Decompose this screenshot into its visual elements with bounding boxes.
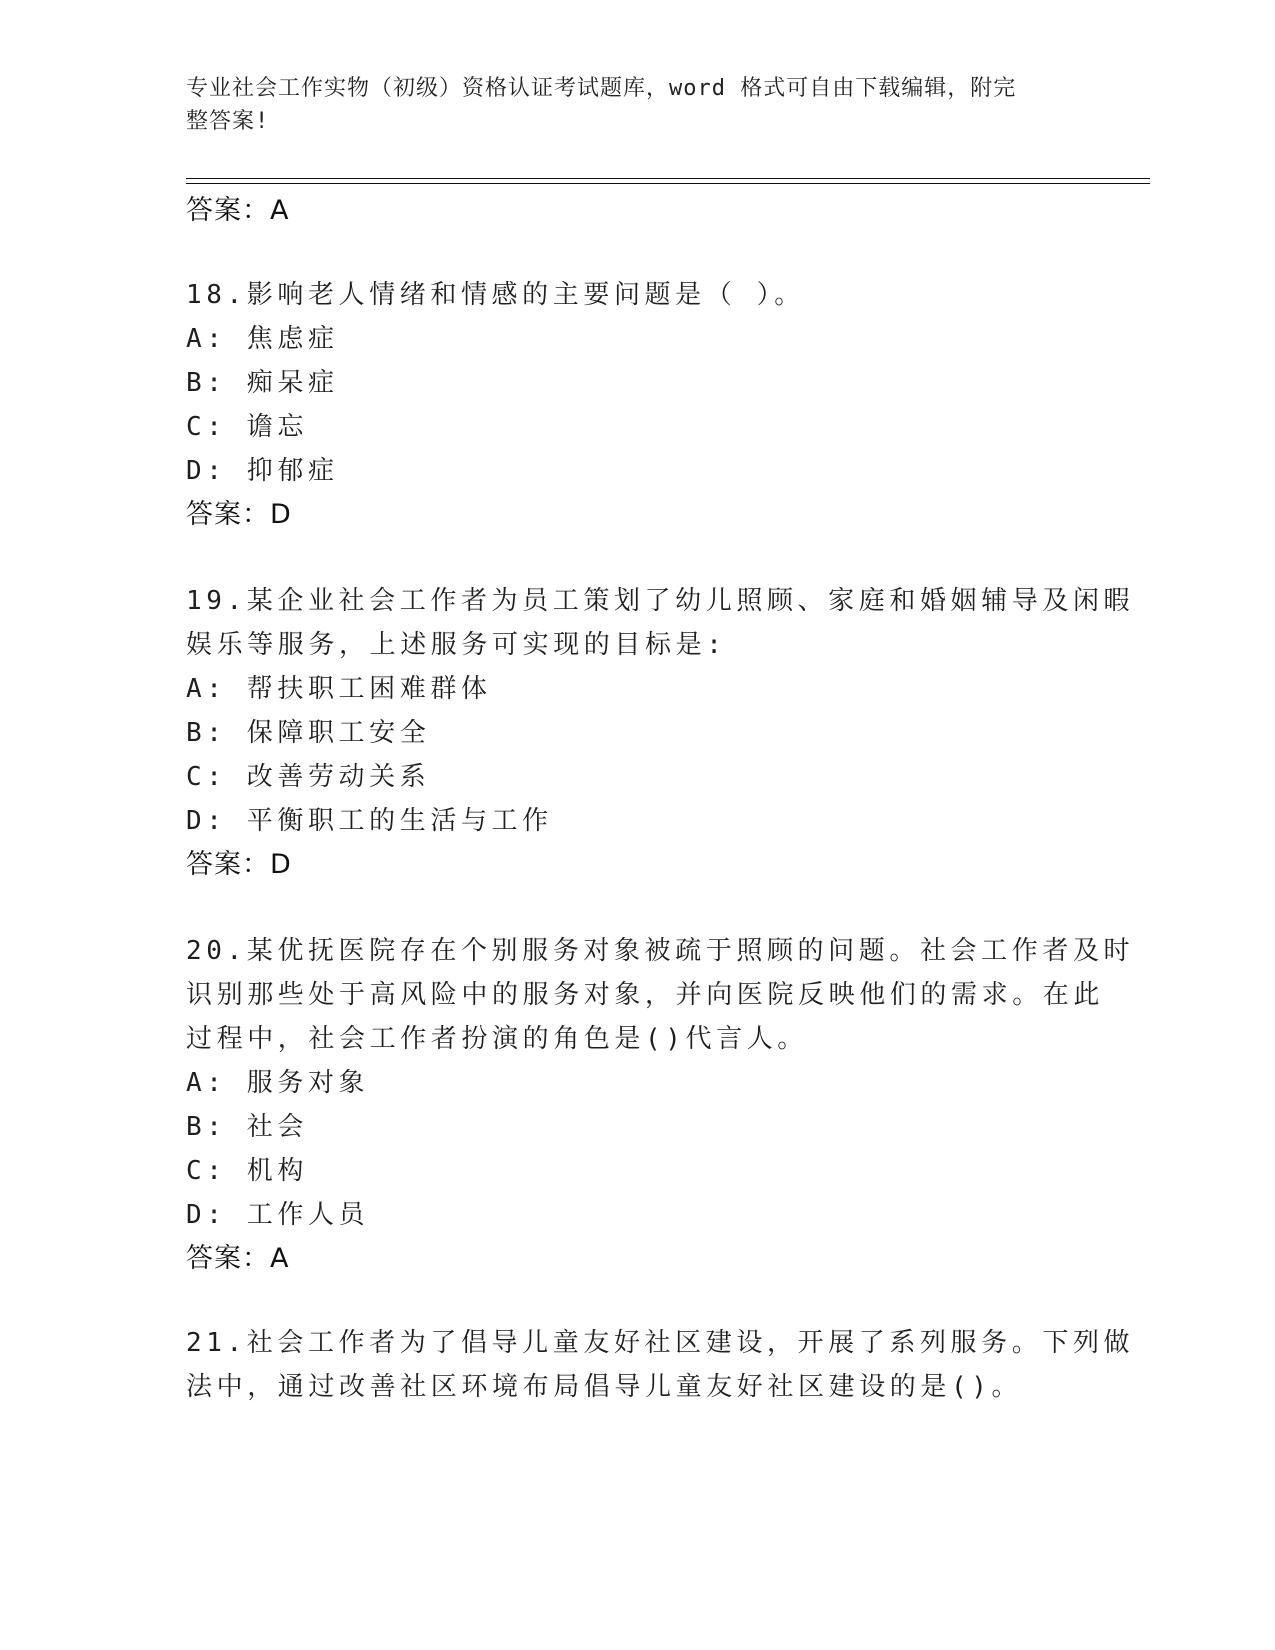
question-19-option-d: D: 平衡职工的生活与工作 <box>186 806 553 836</box>
question-20-stem-line-2: 识别那些处于高风险中的服务对象，并向医院反映他们的需求。在此 <box>186 980 1105 1010</box>
question-18-answer: 答案：D <box>186 499 292 530</box>
question-19-stem-line-2: 娱乐等服务，上述服务可实现的目标是: <box>186 630 727 660</box>
question-20-option-c: C: 机构 <box>186 1156 308 1186</box>
question-19-answer: 答案：D <box>186 849 292 880</box>
question-18-option-d: D: 抑郁症 <box>186 456 339 486</box>
question-18-option-a: A: 焦虑症 <box>186 324 339 354</box>
header-rule-top <box>186 178 1150 179</box>
question-21-stem-line-2: 法中，通过改善社区环境布局倡导儿童友好社区建设的是()。 <box>186 1372 1023 1402</box>
question-19-option-a: A: 帮扶职工困难群体 <box>186 674 492 704</box>
page-header <box>186 72 1066 138</box>
question-20-option-a: A: 服务对象 <box>186 1068 370 1098</box>
question-20-stem-line-1: 20.某优抚医院存在个别服务对象被疏于照顾的问题。社会工作者及时 <box>186 936 1135 966</box>
question-20-option-b: B: 社会 <box>186 1112 308 1142</box>
question-20-option-d: D: 工作人员 <box>186 1200 370 1230</box>
answer-prev: 答案：A <box>186 195 290 226</box>
question-18-option-b: B: 痴呆症 <box>186 368 339 398</box>
question-19-option-b: B: 保障职工安全 <box>186 718 431 748</box>
header-rule-bottom <box>186 183 1150 184</box>
question-19-option-c: C: 改善劳动关系 <box>186 762 431 792</box>
question-19-stem-line-1: 19.某企业社会工作者为员工策划了幼儿照顾、家庭和婚姻辅导及闲暇 <box>186 586 1135 616</box>
question-18-option-c: C: 谵忘 <box>186 412 308 442</box>
question-20-stem-line-3: 过程中，社会工作者扮演的角色是()代言人。 <box>186 1024 808 1054</box>
question-21-stem-line-1: 21.社会工作者为了倡导儿童友好社区建设，开展了系列服务。下列做 <box>186 1328 1135 1358</box>
question-20-answer: 答案：A <box>186 1243 290 1274</box>
header-line-1: 专业社会工作实物（初级）资格认证考试题库，word 格式可自由下载编辑，附完 <box>186 76 1017 101</box>
question-18-stem-line-1: 18.影响老人情绪和情感的主要问题是（ ）。 <box>186 280 805 310</box>
header-line-2: 整答案! <box>186 109 270 134</box>
